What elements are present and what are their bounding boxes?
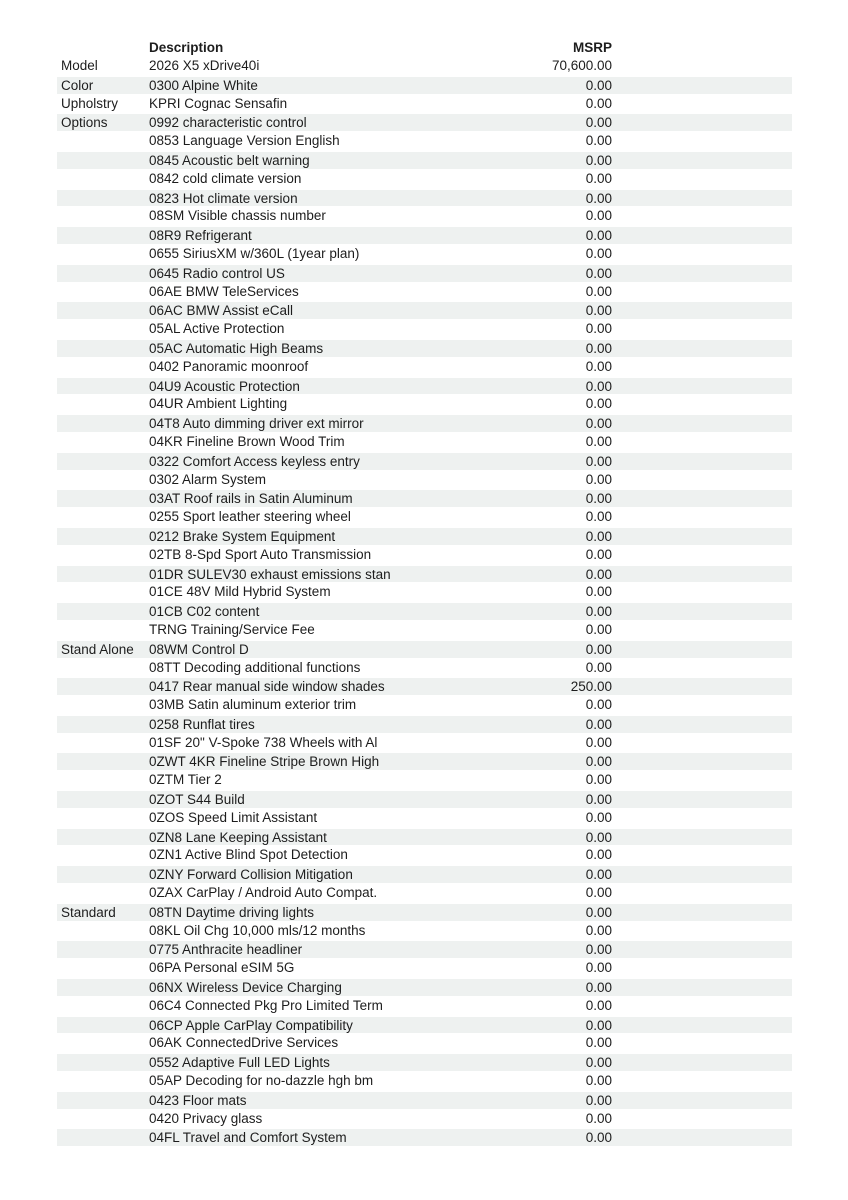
row-filler	[612, 641, 792, 658]
row-filler	[612, 490, 792, 507]
row-msrp: 0.00	[585, 997, 612, 1013]
table-row	[57, 226, 792, 245]
row-filler	[612, 340, 792, 357]
table-row	[57, 846, 792, 865]
row-description: 01SF 20" V-Spoke 738 Wheels with Al	[149, 734, 378, 750]
row-filler	[612, 415, 792, 432]
row-category	[57, 265, 149, 282]
row-category	[57, 621, 149, 640]
row-filler	[612, 753, 792, 770]
row-filler	[612, 922, 792, 941]
table-row	[57, 301, 792, 320]
row-category	[57, 1092, 149, 1109]
row-category	[57, 395, 149, 414]
row-msrp: 0.00	[585, 960, 612, 976]
row-category	[57, 190, 149, 207]
row-category	[57, 508, 149, 527]
row-description: 0300 Alpine White	[149, 77, 258, 93]
row-description: 0402 Panoramic moonroof	[149, 358, 309, 374]
table-row	[57, 715, 792, 734]
row-filler	[612, 1017, 792, 1034]
row-description: 0845 Acoustic belt warning	[149, 152, 310, 168]
row-description: 02TB 8-Spd Sport Auto Transmission	[149, 546, 372, 562]
row-description: 0655 SiriusXM w/360L (1year plan)	[149, 245, 360, 261]
row-msrp: 0.00	[585, 584, 612, 600]
row-msrp: 0.00	[585, 809, 612, 825]
row-filler	[612, 621, 792, 640]
row-description: 0853 Language Version English	[149, 133, 340, 149]
row-category: Stand Alone	[61, 641, 134, 657]
row-msrp: 0.00	[585, 77, 612, 93]
row-category	[57, 583, 149, 602]
row-filler	[612, 358, 792, 377]
row-category	[57, 170, 149, 189]
table-row	[57, 377, 792, 396]
row-msrp: 0.00	[585, 208, 612, 224]
row-description: KPRI Cognac Sensafin	[149, 95, 288, 111]
row-msrp: 0.00	[585, 170, 612, 186]
row-category	[57, 245, 149, 264]
table-row	[57, 57, 792, 76]
row-filler	[612, 378, 792, 395]
row-msrp: 0.00	[585, 396, 612, 412]
row-msrp: 0.00	[585, 283, 612, 299]
row-msrp: 0.00	[585, 228, 612, 244]
table-row	[57, 489, 792, 508]
row-description: 0645 Radio control US	[149, 265, 285, 281]
row-msrp: 0.00	[585, 885, 612, 901]
row-description: 03AT Roof rails in Satin Aluminum	[149, 491, 353, 507]
row-description: 06NX Wireless Device Charging	[149, 980, 342, 996]
row-msrp: 0.00	[585, 847, 612, 863]
row-description: 0258 Runflat tires	[149, 716, 255, 732]
row-filler	[612, 152, 792, 169]
table-row	[57, 1016, 792, 1035]
row-category: Standard	[61, 904, 116, 920]
row-category	[57, 922, 149, 941]
row-description: 08TN Daytime driving lights	[149, 904, 315, 920]
table-row	[57, 659, 792, 678]
row-filler	[612, 904, 792, 921]
row-description: TRNG Training/Service Fee	[149, 621, 315, 637]
row-description: 0212 Brake System Equipment	[149, 528, 336, 544]
table-row	[57, 978, 792, 997]
table-row	[57, 771, 792, 790]
row-filler	[612, 528, 792, 545]
row-filler	[612, 829, 792, 846]
row-category	[57, 340, 149, 357]
row-category: Upholstry	[61, 95, 119, 111]
vehicle-options-table	[57, 38, 792, 1147]
table-row	[57, 565, 792, 584]
row-msrp: 0.00	[585, 358, 612, 374]
row-description: 0ZWT 4KR Fineline Stripe Brown High	[149, 754, 380, 770]
row-msrp: 0.00	[585, 1073, 612, 1089]
row-filler	[612, 997, 792, 1016]
row-msrp: 0.00	[585, 378, 612, 394]
row-category	[57, 152, 149, 169]
row-filler	[612, 114, 792, 131]
table-body	[57, 57, 792, 1147]
row-msrp: 0.00	[585, 754, 612, 770]
row-msrp: 0.00	[585, 641, 612, 657]
row-filler	[612, 132, 792, 151]
table-row	[57, 1110, 792, 1129]
row-description: 2026 X5 xDrive40i	[149, 58, 260, 73]
row-msrp: 0.00	[585, 321, 612, 337]
row-category	[57, 433, 149, 452]
row-description: 04UR Ambient Lighting	[149, 396, 288, 412]
row-description: 05AL Active Protection	[149, 321, 285, 337]
row-description: 08KL Oil Chg 10,000 mls/12 months	[149, 922, 366, 938]
table-row	[57, 809, 792, 828]
row-filler	[612, 696, 792, 715]
table-row	[57, 508, 792, 527]
row-category	[57, 771, 149, 790]
table-row	[57, 546, 792, 565]
row-category	[57, 884, 149, 903]
row-category	[57, 320, 149, 339]
table-row	[57, 1053, 792, 1072]
table-header-row	[57, 38, 792, 57]
row-msrp: 0.00	[585, 621, 612, 637]
table-row	[57, 76, 792, 95]
table-row	[57, 1072, 792, 1091]
row-msrp: 0.00	[585, 1130, 612, 1146]
table-row	[57, 734, 792, 753]
row-filler	[612, 1110, 792, 1129]
row-category	[57, 716, 149, 733]
row-category	[57, 1072, 149, 1091]
table-row	[57, 752, 792, 771]
row-msrp: 0.00	[585, 471, 612, 487]
table-row	[57, 621, 792, 640]
row-filler	[612, 546, 792, 565]
row-filler	[612, 734, 792, 753]
row-msrp: 0.00	[585, 133, 612, 149]
row-category	[57, 471, 149, 490]
table-row	[57, 865, 792, 884]
row-description: 0ZAX CarPlay / Android Auto Compat.	[149, 885, 378, 901]
row-category	[57, 791, 149, 808]
row-description: 03MB Satin aluminum exterior trim	[149, 697, 357, 713]
row-filler	[612, 283, 792, 302]
table-row	[57, 922, 792, 941]
row-filler	[612, 302, 792, 319]
row-category	[57, 358, 149, 377]
row-msrp: 0.00	[585, 453, 612, 469]
row-msrp: 0.00	[585, 566, 612, 582]
row-description: 0423 Floor mats	[149, 1092, 247, 1108]
row-filler	[612, 170, 792, 189]
row-msrp: 0.00	[585, 942, 612, 958]
row-category	[57, 1110, 149, 1129]
row-msrp: 0.00	[585, 867, 612, 883]
row-msrp: 250.00	[570, 679, 612, 695]
row-category	[57, 415, 149, 432]
row-description: 08TT Decoding additional functions	[149, 659, 361, 675]
header-msrp: MSRP	[572, 40, 612, 55]
row-filler	[612, 245, 792, 264]
row-description: 0417 Rear manual side window shades	[149, 679, 385, 695]
row-description: 0255 Sport leather steering wheel	[149, 509, 351, 525]
row-category	[57, 829, 149, 846]
row-filler	[612, 471, 792, 490]
row-category	[57, 453, 149, 470]
row-description: 01CE 48V Mild Hybrid System	[149, 584, 331, 600]
table-row	[57, 583, 792, 602]
row-description: 06AK ConnectedDrive Services	[149, 1035, 339, 1051]
row-filler	[612, 57, 792, 76]
row-filler	[612, 453, 792, 470]
row-msrp: 0.00	[585, 792, 612, 808]
row-description: 0823 Hot climate version	[149, 190, 298, 206]
row-msrp: 0.00	[585, 265, 612, 281]
row-filler	[612, 583, 792, 602]
table-row	[57, 790, 792, 809]
row-filler	[612, 1034, 792, 1053]
table-row	[57, 1091, 792, 1110]
row-category	[57, 1034, 149, 1053]
row-category	[57, 546, 149, 565]
row-msrp: 0.00	[585, 491, 612, 507]
row-msrp: 0.00	[585, 1017, 612, 1033]
row-category	[57, 132, 149, 151]
row-filler	[612, 1072, 792, 1091]
table-row	[57, 95, 792, 114]
row-category	[57, 528, 149, 545]
header-description: Description	[149, 40, 224, 55]
row-category: Options	[61, 115, 108, 131]
table-row	[57, 640, 792, 659]
row-filler	[612, 207, 792, 226]
table-row	[57, 997, 792, 1016]
row-description: 05AC Automatic High Beams	[149, 340, 324, 356]
table-row	[57, 602, 792, 621]
row-filler	[612, 809, 792, 828]
row-msrp: 0.00	[585, 245, 612, 261]
row-msrp: 0.00	[585, 922, 612, 938]
row-msrp: 0.00	[585, 546, 612, 562]
table-row	[57, 132, 792, 151]
row-msrp: 0.00	[585, 509, 612, 525]
table-row	[57, 433, 792, 452]
row-filler	[612, 227, 792, 244]
table-row	[57, 903, 792, 922]
row-description: 08R9 Refrigerant	[149, 228, 252, 244]
row-msrp: 0.00	[585, 829, 612, 845]
row-category	[57, 997, 149, 1016]
row-msrp: 0.00	[585, 416, 612, 432]
table-row	[57, 320, 792, 339]
row-description: 0992 characteristic control	[149, 115, 307, 131]
row-category	[57, 846, 149, 865]
row-msrp: 70,600.00	[551, 58, 612, 73]
row-description: 04KR Fineline Brown Wood Trim	[149, 433, 345, 449]
row-msrp: 0.00	[585, 659, 612, 675]
row-description: 0322 Comfort Access keyless entry	[149, 453, 360, 469]
table-row	[57, 207, 792, 226]
row-description: 06C4 Connected Pkg Pro Limited Term	[149, 997, 383, 1013]
table-row	[57, 245, 792, 264]
row-category	[57, 959, 149, 978]
row-filler	[612, 716, 792, 733]
row-filler	[612, 771, 792, 790]
row-description: 05AP Decoding for no-dazzle hgh bm	[149, 1073, 374, 1089]
row-description: 0842 cold climate version	[149, 170, 302, 186]
row-msrp: 0.00	[585, 152, 612, 168]
row-filler	[612, 566, 792, 583]
row-description: 0552 Adaptive Full LED Lights	[149, 1055, 330, 1071]
row-filler	[612, 659, 792, 678]
table-row	[57, 527, 792, 546]
row-msrp: 0.00	[585, 734, 612, 750]
row-category	[57, 1017, 149, 1034]
row-msrp: 0.00	[585, 1055, 612, 1071]
row-description: 08WM Control D	[149, 641, 249, 657]
table-row	[57, 677, 792, 696]
row-description: 0420 Privacy glass	[149, 1110, 263, 1126]
row-description: 0ZOS Speed Limit Assistant	[149, 809, 318, 825]
row-category	[57, 659, 149, 678]
table-row	[57, 339, 792, 358]
row-msrp: 0.00	[585, 1110, 612, 1126]
row-filler	[612, 320, 792, 339]
row-filler	[612, 791, 792, 808]
row-filler	[612, 395, 792, 414]
row-filler	[612, 265, 792, 282]
row-category	[57, 734, 149, 753]
row-msrp: 0.00	[585, 980, 612, 996]
row-category	[57, 866, 149, 883]
table-row	[57, 959, 792, 978]
row-filler	[612, 979, 792, 996]
row-msrp: 0.00	[585, 190, 612, 206]
row-category	[57, 378, 149, 395]
row-filler	[612, 1054, 792, 1071]
row-category	[57, 603, 149, 620]
row-filler	[612, 1092, 792, 1109]
row-description: 04FL Travel and Comfort System	[149, 1130, 347, 1146]
table-row	[57, 264, 792, 283]
row-description: 06CP Apple CarPlay Compatibility	[149, 1017, 353, 1033]
row-description: 0ZNY Forward Collision Mitigation	[149, 867, 353, 883]
row-category	[57, 1054, 149, 1071]
row-category	[57, 283, 149, 302]
row-category	[57, 490, 149, 507]
row-description: 06PA Personal eSIM 5G	[149, 960, 295, 976]
row-category	[57, 696, 149, 715]
row-description: 06AC BMW Assist eCall	[149, 303, 294, 319]
row-filler	[612, 77, 792, 94]
row-description: 04T8 Auto dimming driver ext mirror	[149, 416, 364, 432]
row-category	[57, 678, 149, 695]
row-filler	[612, 846, 792, 865]
row-filler	[612, 433, 792, 452]
row-msrp: 0.00	[585, 528, 612, 544]
table-row	[57, 170, 792, 189]
table-row	[57, 940, 792, 959]
row-description: 0ZN8 Lane Keeping Assistant	[149, 829, 327, 845]
row-description: 06AE BMW TeleServices	[149, 283, 299, 299]
table-row	[57, 452, 792, 471]
row-filler	[612, 678, 792, 695]
header-category	[57, 38, 149, 57]
table-row	[57, 395, 792, 414]
row-msrp: 0.00	[585, 340, 612, 356]
row-filler	[612, 603, 792, 620]
row-filler	[612, 95, 792, 114]
row-description: 0ZTM Tier 2	[149, 772, 222, 788]
row-category	[57, 207, 149, 226]
table-row	[57, 414, 792, 433]
row-description: 0ZN1 Active Blind Spot Detection	[149, 847, 348, 863]
row-description: 01DR SULEV30 exhaust emissions stan	[149, 566, 391, 582]
row-category	[57, 941, 149, 958]
row-msrp: 0.00	[585, 115, 612, 131]
table-row	[57, 696, 792, 715]
row-category	[57, 302, 149, 319]
row-msrp: 0.00	[585, 716, 612, 732]
table-row	[57, 151, 792, 170]
row-msrp: 0.00	[585, 604, 612, 620]
table-row	[57, 828, 792, 847]
table-row	[57, 471, 792, 490]
row-filler	[612, 508, 792, 527]
row-category	[57, 753, 149, 770]
row-category: Model	[61, 58, 98, 73]
row-description: 04U9 Acoustic Protection	[149, 378, 300, 394]
row-description: 0ZOT S44 Build	[149, 792, 245, 808]
row-description: 01CB C02 content	[149, 604, 260, 620]
row-category	[57, 227, 149, 244]
table-row	[57, 283, 792, 302]
table-row	[57, 884, 792, 903]
row-filler	[612, 190, 792, 207]
row-filler	[612, 866, 792, 883]
row-msrp: 0.00	[585, 697, 612, 713]
row-description: 0775 Anthracite headliner	[149, 942, 303, 958]
row-filler	[612, 941, 792, 958]
row-msrp: 0.00	[585, 1035, 612, 1051]
row-msrp: 0.00	[585, 95, 612, 111]
row-category	[57, 1129, 149, 1146]
row-msrp: 0.00	[585, 433, 612, 449]
row-description: 08SM Visible chassis number	[149, 208, 326, 224]
table-row	[57, 1034, 792, 1053]
row-filler	[612, 959, 792, 978]
row-filler	[612, 1129, 792, 1146]
table-row	[57, 189, 792, 208]
table-row	[57, 1128, 792, 1147]
row-msrp: 0.00	[585, 904, 612, 920]
table-row	[57, 113, 792, 132]
row-msrp: 0.00	[585, 1092, 612, 1108]
row-msrp: 0.00	[585, 772, 612, 788]
row-filler	[612, 884, 792, 903]
row-category	[57, 566, 149, 583]
row-category	[57, 979, 149, 996]
row-category	[57, 809, 149, 828]
row-description: 0302 Alarm System	[149, 471, 267, 487]
row-category: Color	[61, 77, 94, 93]
table-row	[57, 358, 792, 377]
row-msrp: 0.00	[585, 303, 612, 319]
header-filler	[612, 38, 792, 57]
